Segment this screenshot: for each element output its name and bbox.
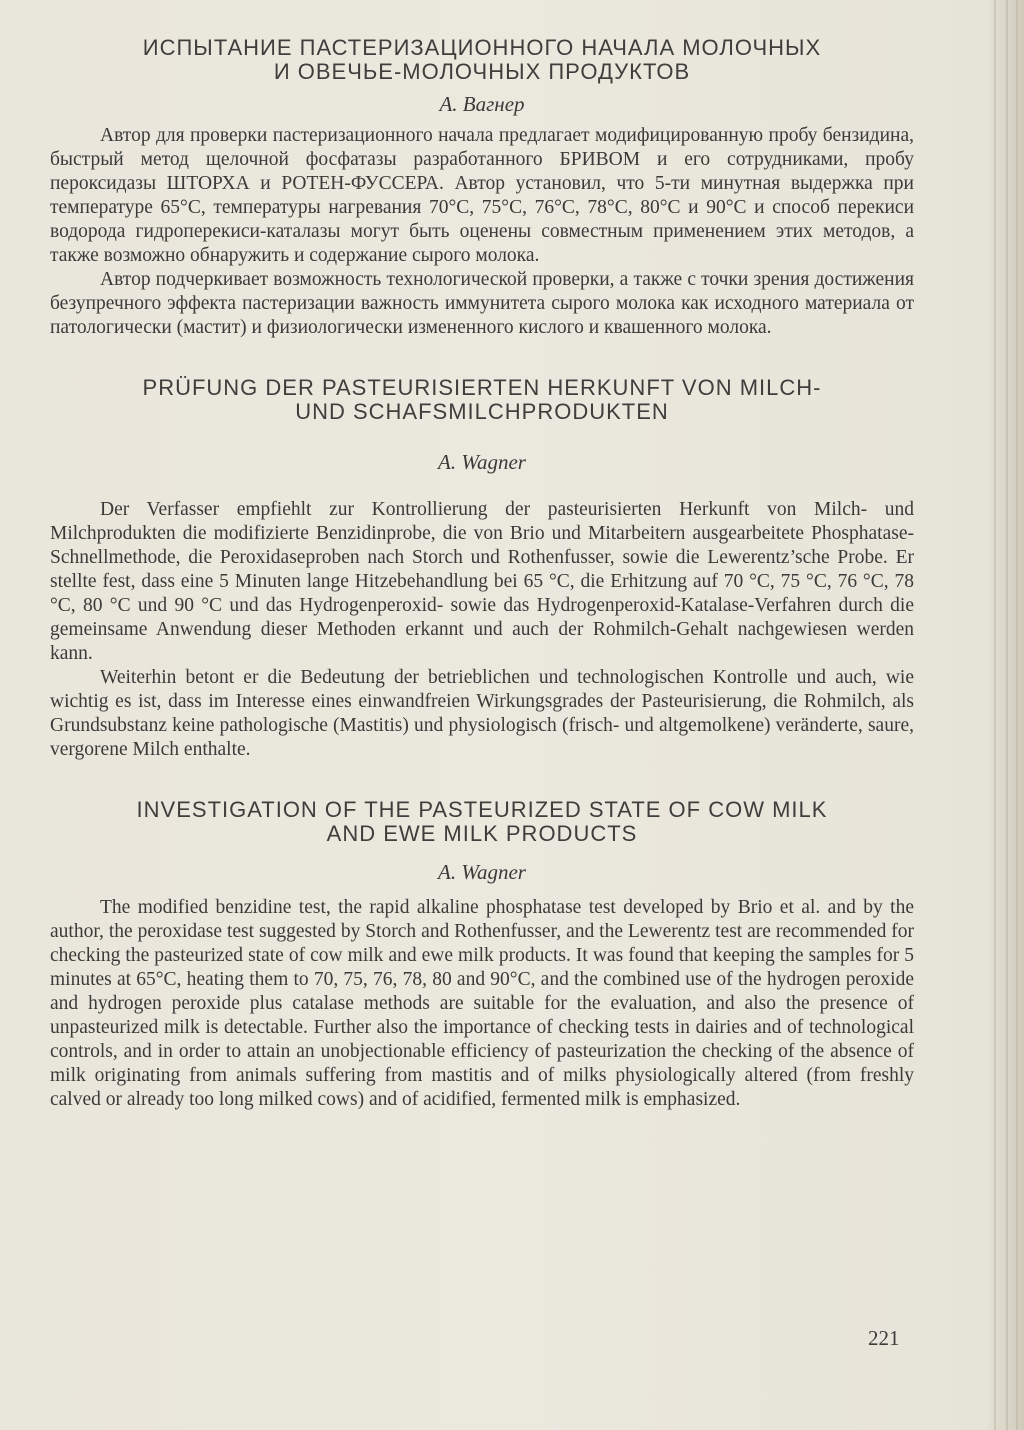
page-number: 221 [868, 1326, 900, 1350]
german-title-line-1: PRÜFUNG DER PASTEURISIERTEN HERKUNFT VON MILCH- [142, 375, 822, 400]
english-author: A. Wagner [438, 860, 526, 884]
english-abstract [50, 798, 914, 1112]
page-edge [988, 0, 1024, 1430]
russian-title [50, 36, 914, 84]
german-author: A. Wagner [438, 450, 526, 474]
russian-paragraph-1: Автор для проверки пастеризационного начала предлагает модифицированную пробу бензидина, быстрый метод щелочной фосфатазы разработанного БРИВОМ и его сотрудниками, пробу пероксидазы ШТОРХА и РОТЕН-ФУССЕРА. Автор установил, что 5-ти минутная выдержка при температуре 65°С, температуры нагревания 70°С, 75°С, 76°С, 78°С, 80°С и 90°С и способ перекиси водорода гидроперекиси-каталазы могут быть оценены совместным применением этих методов, а также возможно обнаружить и содержание сырого молока. [50, 125, 914, 266]
russian-author: А. Вагнер [439, 92, 525, 116]
german-abstract [50, 376, 914, 762]
english-paragraph-1: The modified benzidine test, the rapid alkaline phosphatase test developed by Brio et al. and by the author, the peroxidase test suggested by Storch and Rothenfusser, and the Lewerentz test are recommended for checking the pasteurized state of cow milk and ewe milk products. It was found that keeping the samples for 5 minutes at 65°C, heating them to 70, 75, 76, 78, 80 and 90°C, and the combined use of the hydrogen peroxide and hydrogen peroxide plus catalase methods are suitable for the evaluation, and also the presence of unpasteurized milk is detectable. Further also the importance of checking tests in dairies and of technological controls, and in order to attain an unobjectionable efficiency of pasteurization the checking of the absence of milk originating from animals suffering from mastitis and of milks physiologically altered (from freshly calved or already too long milked cows) and of acidified, fermented milk is emphasized. [50, 897, 914, 1110]
german-paragraph-2: Weiterhin betont er die Bedeutung der betrieblichen und technologischen Kontrolle und auch, wie wichtig es ist, dass im Interesse eines einwandfreien Wirkungsgrades der Pasteurisierung, die Rohmilch, als Grundsubstanz keine pathologische (Mastitis) und physiologisch (frisch- und altgemolkene) veränderte, saure, vergorene Milch enthalte. [50, 667, 914, 760]
russian-title-line-1: ИСПЫТАНИЕ ПАСТЕРИЗАЦИОННОГО НАЧАЛА МОЛОЧНЫХ [142, 35, 822, 60]
german-title-line-2: UND SCHAFSMILCHPRODUKTEN [295, 399, 669, 424]
german-title [50, 376, 914, 424]
english-title [50, 798, 914, 846]
german-paragraph-1: Der Verfasser empfiehlt zur Kontrollierung der pasteurisierten Herkunft von Milch- und Milchprodukten die modifizierte Benzidinprobe, die von Brio und Mitarbeitern ausgearbeitete Phosphatase-Schnellmethode, die Peroxidaseproben nach Storch und Rothenfusser, sowie die Lewerentz’sche Probe. Er stellte fest, dass eine 5 Minuten lange Hitzebehandlung bei 65 °C, die Erhitzung auf 70 °C, 75 °C, 76 °C, 78 °C, 80 °C und 90 °C und das Hydrogenperoxid- sowie das Hydrogenperoxid-Katalase-Verfahren durch die gemeinsame Anwendung dieser Methoden erkannt und auch der Rohmilch-Gehalt nachgewiesen werden kann. [50, 499, 914, 664]
english-title-line-1: INVESTIGATION OF THE PASTEURIZED STATE OF COW MILK [136, 797, 828, 822]
russian-paragraph-2: Автор подчеркивает возможность технологической проверки, а также с точки зрения достижения безупречного эффекта пастеризации важность иммунитета сырого молока как исходного материала от патологически (мастит) и физиологически измененного кислого и квашенного молока. [50, 269, 914, 338]
russian-title-line-2: И ОВЕЧЬЕ-МОЛОЧНЫХ ПРОДУКТОВ [273, 59, 691, 84]
article-content [50, 36, 914, 1112]
english-title-line-2: AND EWE MILK PRODUCTS [326, 821, 638, 846]
russian-abstract [50, 36, 914, 340]
